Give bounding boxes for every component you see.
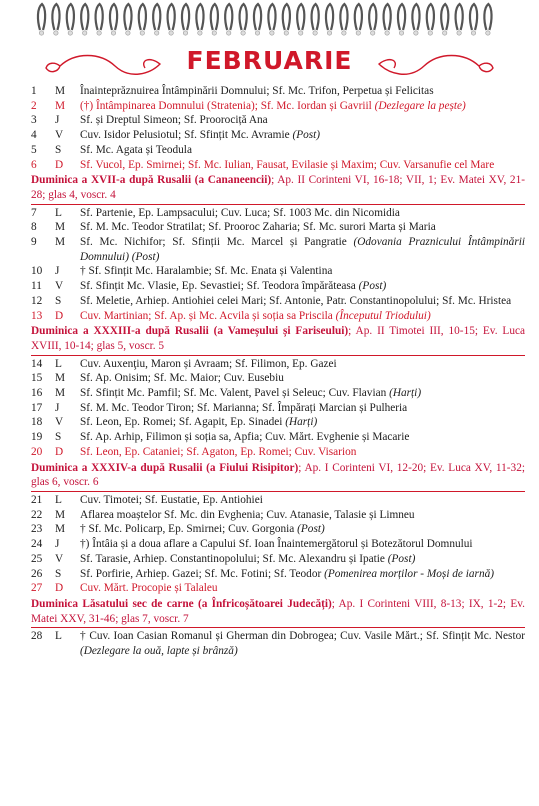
calendar-row xyxy=(0,220,539,235)
weekday: V xyxy=(55,280,64,293)
spiral-coil xyxy=(441,4,448,30)
spiral-hole xyxy=(486,31,490,35)
feast-note: (Dezlegare la pește) xyxy=(374,99,466,112)
feast-text: Cuv. Mărt. Procopie și Talaleu xyxy=(80,582,218,595)
feast-text: Cuv. Timotei; Sf. Eustatie, Ep. Antiohiei xyxy=(80,493,263,506)
spiral-coil xyxy=(283,4,290,30)
calendar-list xyxy=(0,84,539,659)
calendar-row xyxy=(0,309,539,324)
weekday: M xyxy=(55,236,66,249)
spiral-coil xyxy=(124,4,131,30)
day-number: 20 xyxy=(31,445,43,458)
spiral-hole xyxy=(356,31,360,35)
calendar-row xyxy=(0,206,539,221)
calendar-row xyxy=(0,113,539,128)
day-number: 13 xyxy=(31,309,43,322)
day-number: 15 xyxy=(31,372,43,385)
feast-text: Cuv. Martinian; Sf. Ap. și Mc. Acvila și soția sa Priscila xyxy=(80,309,336,322)
feast-note: (Post) xyxy=(387,552,416,565)
spiral-coil xyxy=(225,4,232,30)
spiral-coil xyxy=(81,4,88,30)
spiral-binding xyxy=(0,0,539,42)
weekday: M xyxy=(55,523,66,536)
sunday-readings: ; Ap. I Corinteni VIII, 8-13; IX, 1-2; Ev. Matei XXV, 31-46; glas 7, voscr. 7 xyxy=(31,597,525,625)
sunday-title: Duminica a XXXIII-a după Rusalii (a Vameșului și Fariseului) xyxy=(31,325,349,338)
spiral-coil xyxy=(484,4,491,30)
feast-text: Sf. Tarasie, Arhiep. Constantinopolului; Sf. Mc. Alexandru și Ipatie xyxy=(80,552,388,565)
spiral-hole xyxy=(126,31,130,35)
spiral-hole xyxy=(198,31,202,35)
day-number: 7 xyxy=(31,206,37,219)
feast-text: Sf. Sfințit Mc. Vlasie, Ep. Sevastiei; Sf. Teodora împărăteasa xyxy=(80,280,359,293)
day-number: 22 xyxy=(31,508,43,521)
day-number: 3 xyxy=(31,114,37,127)
sunday-title: Duminica a XVII-a după Rusalii (a Cananeencii) xyxy=(31,174,272,187)
spiral-hole xyxy=(371,31,375,35)
weekday: M xyxy=(55,221,66,234)
day-number: 19 xyxy=(31,431,43,444)
feast-text: † Cuv. Ioan Casian Romanul și Gherman din Dobrogea; Cuv. Vasile Mărt.; Sf. Sfințit Mc. Nestor xyxy=(80,630,525,643)
weekday: L xyxy=(55,357,62,370)
weekday: L xyxy=(55,206,62,219)
spiral-coil xyxy=(52,4,59,30)
weekday: S xyxy=(55,294,62,307)
weekday: M xyxy=(55,372,66,385)
calendar-row xyxy=(0,430,539,445)
weekday: D xyxy=(55,309,64,322)
day-number: 16 xyxy=(31,387,43,400)
weekday: S xyxy=(55,143,62,156)
feast-text: Sf. Leon, Ep. Cataniei; Sf. Agaton, Ep. Romei; Cuv. Visarion xyxy=(80,445,357,458)
day-number: 28 xyxy=(31,630,43,643)
feast-text: Sf. și Dreptul Simeon; Sf. Proorociță Ana xyxy=(80,114,268,127)
spiral-hole xyxy=(255,31,259,35)
spiral-hole xyxy=(83,31,87,35)
feast-text: Sf. M. Mc. Teodor Stratilat; Sf. Prooroc Zaharia; Sf. Mc. surori Marta și Maria xyxy=(80,221,436,234)
spiral-hole xyxy=(68,31,72,35)
spiral-coil xyxy=(182,4,189,30)
sunday-reading xyxy=(31,597,525,628)
spiral-coil xyxy=(139,4,146,30)
calendar-row xyxy=(0,235,539,264)
spiral-coil xyxy=(67,4,74,30)
weekday: M xyxy=(55,387,66,400)
spiral-coil xyxy=(312,4,319,30)
weekday: D xyxy=(55,445,64,458)
sunday-readings: ; Ap. II Timotei III, 10-15; Ev. Luca XVIII, 10-14; glas 5, voscr. 5 xyxy=(31,325,525,352)
feast-text: Cuv. Auxenţiu, Maron și Avraam; Sf. Filimon, Ep. Gazei xyxy=(80,357,337,370)
feast-text: Sf. Mc. Nichifor; Sf. Sfinții Mc. Marcel și Pangratie xyxy=(80,236,354,249)
spiral-coil xyxy=(340,4,347,30)
calendar-row xyxy=(0,629,539,658)
day-number: 4 xyxy=(31,129,37,142)
spiral-hole xyxy=(155,31,159,35)
feast-text: Sf. Leon, Ep. Romei; Sf. Agapit, Ep. Sinadei xyxy=(80,416,286,429)
spiral-coil xyxy=(369,4,376,30)
spiral-hole xyxy=(428,31,432,35)
day-number: 17 xyxy=(31,401,43,414)
spiral-coil xyxy=(297,4,304,30)
spiral-coil xyxy=(153,4,160,30)
feast-text: Sf. Meletie, Arhiep. Antiohiei celei Mari; Sf. Antonie, Patr. Constantinopolului; Sf. Mc. Hristea xyxy=(80,294,512,307)
feast-text: Cuv. Isidor Pelusiotul; Sf. Sfințit Mc. Avramie xyxy=(80,129,293,142)
spiral-hole xyxy=(169,31,173,35)
calendar-row xyxy=(0,493,539,508)
spiral-hole xyxy=(270,31,274,35)
weekday: J xyxy=(55,114,60,127)
spiral-coil xyxy=(456,4,463,30)
calendar-row xyxy=(0,552,539,567)
spiral-coil xyxy=(412,4,419,30)
feast-text: † Sf. Sfințit Mc. Haralambie; Sf. Mc. Enata și Valentina xyxy=(80,265,333,278)
weekday: J xyxy=(55,538,60,551)
day-number: 26 xyxy=(31,567,43,580)
day-number: 12 xyxy=(31,294,43,307)
feast-text: †) Întâia și a doua aflare a Capului Sf. Ioan Înaintemergătorul și Botezătorul Domnului xyxy=(80,538,473,551)
feast-text: Înainteprăznuirea Întâmpinării Domnului; Sf. Mc. Trifon, Perpetua și Felicitas xyxy=(80,85,434,97)
feast-note: (Începutul Triodului) xyxy=(335,309,431,322)
calendar-row xyxy=(0,128,539,143)
spiral-hole xyxy=(299,31,303,35)
spiral-hole xyxy=(39,31,43,35)
spiral-coil xyxy=(470,4,477,30)
spiral-coil xyxy=(196,4,203,30)
spiral-hole xyxy=(212,31,216,35)
weekday: V xyxy=(55,129,64,142)
calendar-row xyxy=(0,401,539,416)
calendar-row xyxy=(0,357,539,372)
spiral-hole xyxy=(97,31,101,35)
spiral-hole xyxy=(443,31,447,35)
feast-text: Sf. Sfințit Mc. Pamfil; Sf. Mc. Valent, Pavel și Seleuc; Cuv. Flavian xyxy=(80,387,390,400)
spiral-hole xyxy=(111,31,115,35)
weekday: S xyxy=(55,567,62,580)
feast-text: Sf. Vucol, Ep. Smirnei; Sf. Mc. Iulian, Fausat, Evilasie și Maxim; Cuv. Varsanufie cel Mare xyxy=(80,158,495,171)
spiral-hole xyxy=(385,31,389,35)
feast-text: (†) Întâmpinarea Domnului (Stratenia); Sf. Mc. Iordan și Gavriil xyxy=(80,99,375,112)
calendar-row xyxy=(0,84,539,99)
calendar-row xyxy=(0,143,539,158)
spiral-coil xyxy=(355,4,362,30)
spiral-hole xyxy=(342,31,346,35)
spiral-hole xyxy=(313,31,317,35)
spiral-coil xyxy=(268,4,275,30)
calendar-row xyxy=(0,415,539,430)
feast-text: Sf. Partenie, Ep. Lampsacului; Cuv. Luca; Sf. 1003 Mc. din Nicomidia xyxy=(80,206,400,219)
weekday: V xyxy=(55,552,64,565)
feast-note: (Post) xyxy=(292,129,321,142)
sunday-title: Duminica Lăsatului sec de carne (a Înfricoșătoarei Judecăți) xyxy=(31,597,332,610)
spiral-coil xyxy=(96,4,103,30)
feast-text: Aflarea moaștelor Sf. Mc. din Evghenia; Cuv. Atanasie, Talasie și Limneu xyxy=(80,508,415,521)
day-number: 2 xyxy=(31,99,37,112)
spiral-coil xyxy=(427,4,434,30)
day-number: 23 xyxy=(31,523,43,536)
spiral-coil xyxy=(398,4,405,30)
weekday: D xyxy=(55,582,64,595)
feast-note: (Odovania Praznicului Întâmpinării Domnului) (Post) xyxy=(80,236,525,263)
calendar-row xyxy=(0,508,539,523)
feast-text: Sf. Mc. Agata și Teodula xyxy=(80,143,192,156)
sunday-readings: ; Ap. I Corinteni VI, 12-20; Ev. Luca XV, 11-32; glas 6, voscr. 6 xyxy=(31,461,525,489)
day-number: 1 xyxy=(31,85,37,97)
sunday-reading xyxy=(31,173,525,204)
sunday-reading xyxy=(31,461,525,492)
calendar-row xyxy=(0,445,539,460)
weekday: S xyxy=(55,431,62,444)
spiral-hole xyxy=(414,31,418,35)
spiral-hole xyxy=(54,31,58,35)
sunday-title: Duminica a XXXIV-a după Rusalii (a Fiului Risipitor) xyxy=(31,461,299,474)
sunday-readings: ; Ap. II Corinteni VI, 16-18; VII, 1; Ev. Matei XV, 21-28; glas 4, voscr. 4 xyxy=(31,174,525,201)
spiral-coil xyxy=(168,4,175,30)
calendar-row xyxy=(0,294,539,309)
spiral-coil xyxy=(211,4,218,30)
spiral-hole xyxy=(327,31,331,35)
spiral-coil xyxy=(384,4,391,30)
sunday-reading xyxy=(31,324,525,355)
weekday: L xyxy=(55,630,62,643)
calendar-row xyxy=(0,567,539,582)
feast-text: Sf. Ap. Arhip, Filimon și soția sa, Apfia; Cuv. Mărt. Evghenie și Macarie xyxy=(80,431,410,444)
weekday: V xyxy=(55,416,64,429)
spiral-hole xyxy=(471,31,475,35)
feast-text: † Sf. Mc. Policarp, Ep. Smirnei; Cuv. Gorgonia xyxy=(80,523,298,536)
day-number: 6 xyxy=(31,158,37,171)
spiral-hole xyxy=(457,31,461,35)
day-number: 25 xyxy=(31,552,43,565)
day-number: 14 xyxy=(31,357,43,370)
spiral-coil xyxy=(240,4,247,30)
day-number: 18 xyxy=(31,416,43,429)
spiral-hole xyxy=(183,31,187,35)
weekday: M xyxy=(55,85,66,97)
spiral-coil xyxy=(110,4,117,30)
day-number: 27 xyxy=(31,582,43,595)
day-number: 24 xyxy=(31,538,43,551)
feast-text: Sf. Ap. Onisim; Sf. Mc. Maior; Cuv. Eusebiu xyxy=(80,372,284,385)
feast-note: (Post) xyxy=(297,523,325,536)
weekday: M xyxy=(55,508,66,521)
spiral-hole xyxy=(241,31,245,35)
calendar-row xyxy=(0,537,539,552)
spiral-hole xyxy=(140,31,144,35)
weekday: J xyxy=(55,265,60,278)
calendar-row xyxy=(0,581,539,596)
calendar-row xyxy=(0,522,539,537)
feast-note: (Harți) xyxy=(285,416,318,429)
day-number: 11 xyxy=(31,280,42,293)
feast-text: Sf. M. Mc. Teodor Tiron; Sf. Marianna; Sf. Împărați Marcian și Pulheria xyxy=(80,401,408,414)
calendar-row xyxy=(0,386,539,401)
calendar-row xyxy=(0,99,539,114)
weekday: M xyxy=(55,99,66,112)
spiral-coil xyxy=(326,4,333,30)
page-title: FEBRUARIE xyxy=(186,46,353,75)
feast-note: (Dezlegare la ouă, lapte și brânză) xyxy=(80,645,238,658)
weekday: J xyxy=(55,401,60,414)
day-number: 8 xyxy=(31,221,37,234)
calendar-row xyxy=(0,158,539,173)
day-number: 9 xyxy=(31,236,37,249)
day-number: 10 xyxy=(31,265,43,278)
spiral-coil xyxy=(254,4,261,30)
weekday: L xyxy=(55,493,62,506)
spiral-hole xyxy=(399,31,403,35)
day-number: 5 xyxy=(31,143,37,156)
feast-note: (Pomenirea morților - Moși de iarnă) xyxy=(324,567,495,580)
feast-note: (Post) xyxy=(358,280,387,293)
feast-text: Sf. Porfirie, Arhiep. Gazei; Sf. Mc. Fotini; Sf. Teodor xyxy=(80,567,325,580)
spiral-coil xyxy=(38,4,45,30)
calendar-row xyxy=(0,264,539,279)
day-number: 21 xyxy=(31,493,43,506)
calendar-row xyxy=(0,371,539,386)
spiral-hole xyxy=(227,31,231,35)
weekday: D xyxy=(55,158,64,171)
spiral-hole xyxy=(284,31,288,35)
feast-note: (Harți) xyxy=(389,387,422,400)
calendar-row xyxy=(0,279,539,294)
